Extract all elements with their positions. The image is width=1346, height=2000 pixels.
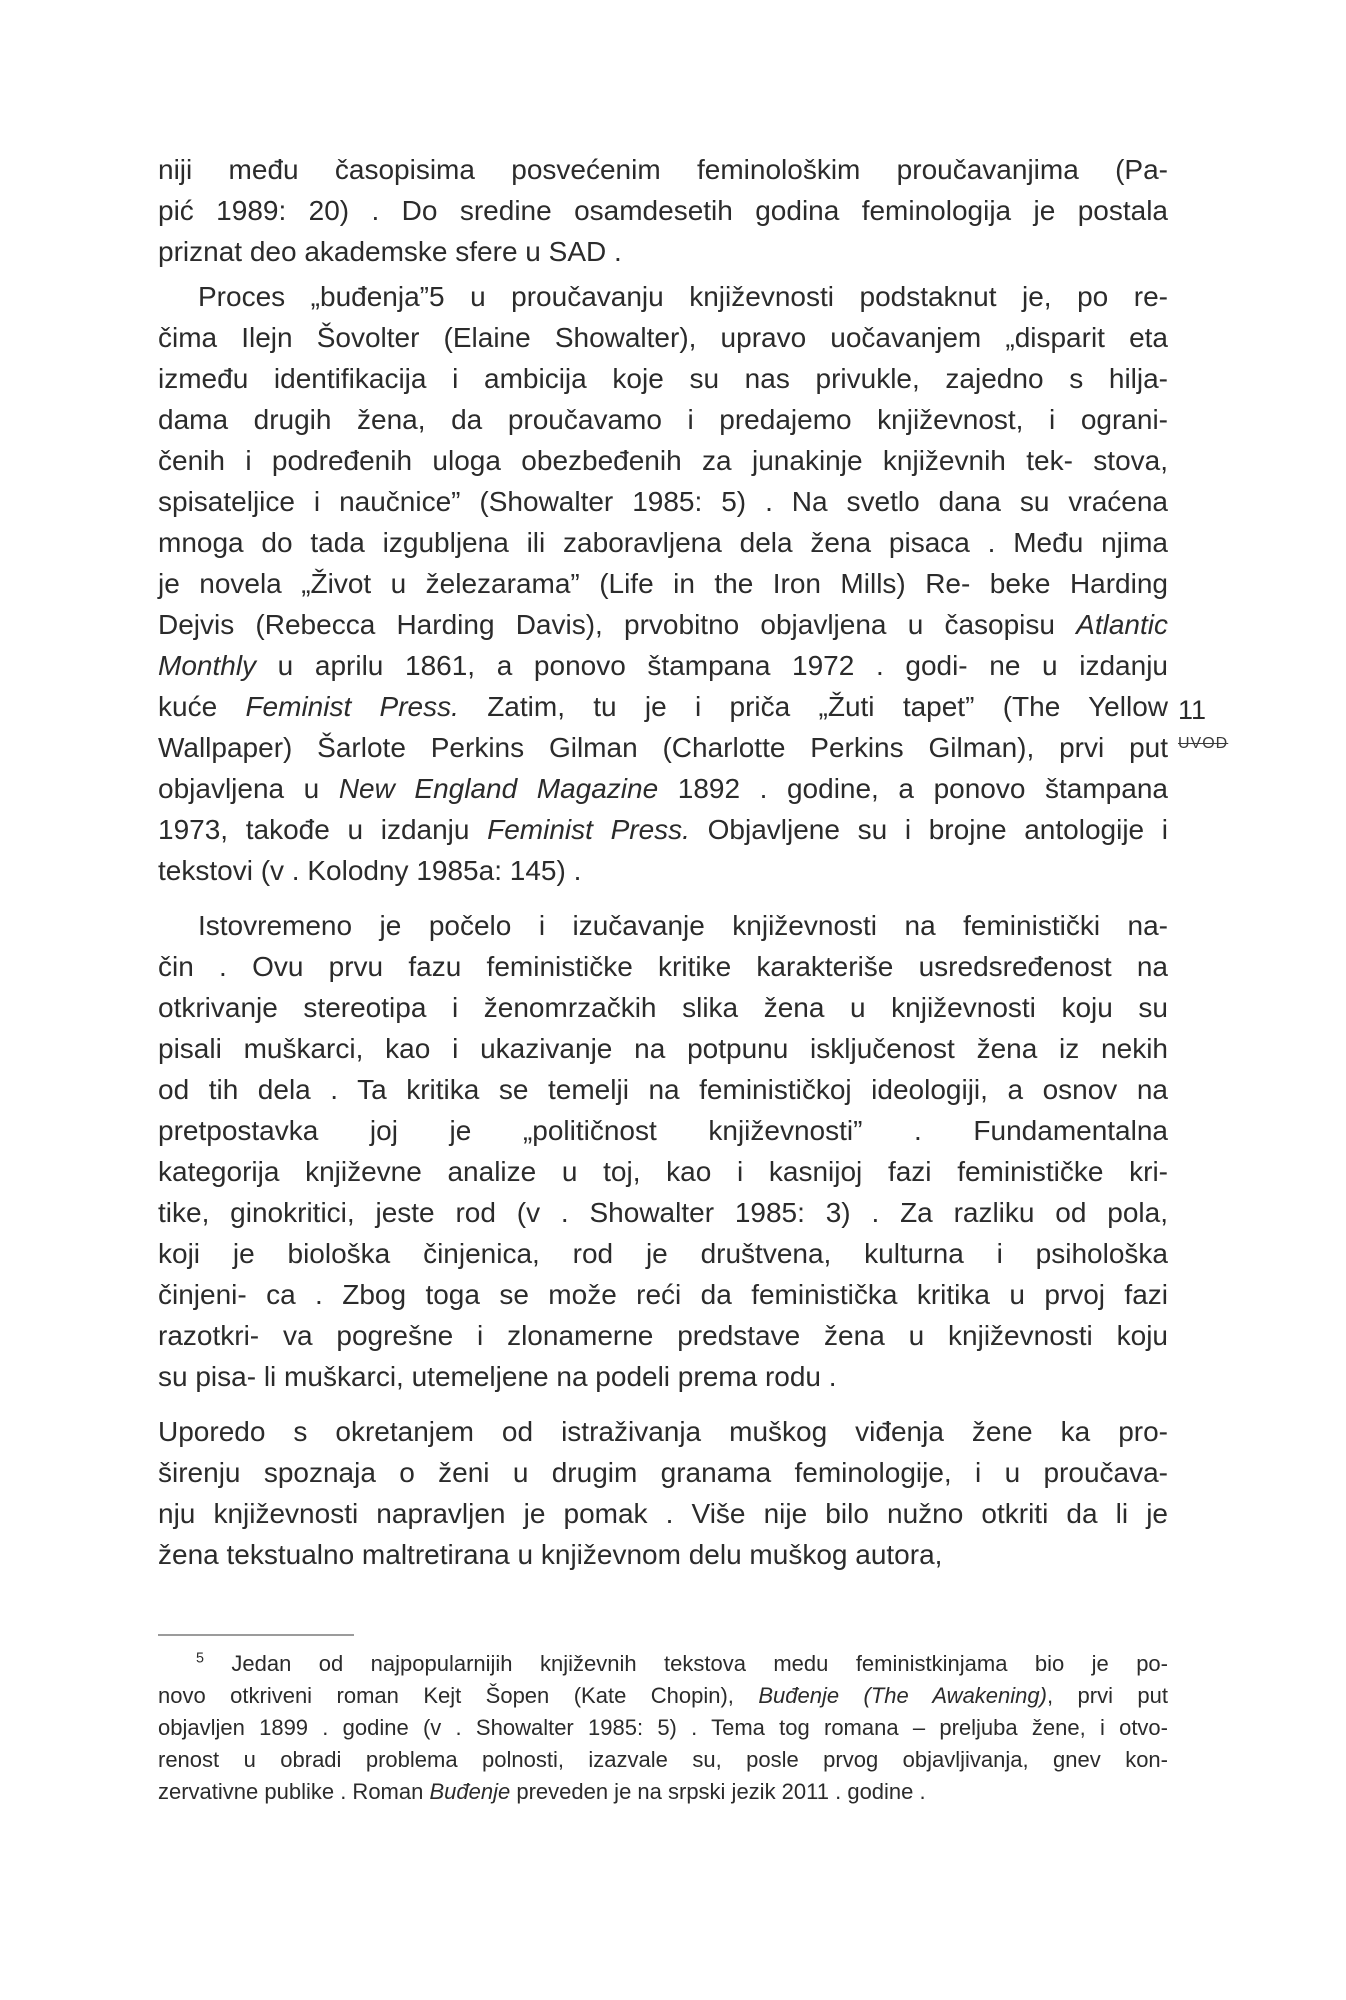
text-line [158,1192,1168,1233]
text-line [158,987,1168,1028]
text-line [158,1274,1168,1315]
text-segment: koji je biološka činjenica, rod je društvena, kulturna i psihološka [158,1238,1168,1269]
text-line [158,440,1168,481]
text-segment: preveden je na srpski jezik 2011 . godine . [510,1779,926,1804]
text-segment: Atlantic [1076,609,1168,640]
text-line [158,149,1168,190]
text-segment: nju književnosti napravljen je pomak . Više nije bilo nužno otkriti da li je [158,1498,1168,1529]
text-line [158,686,1168,727]
text-segment: u aprilu 1861, a ponovo štampana 1972 . godi- ne u izdanju [256,650,1168,681]
text-segment: pretpostavka joj je „političnost književnosti” . Fundamentalna [158,1115,1168,1146]
text-segment: razotkri- va pogrešne i zlonamerne predstave žena u književnosti koju [158,1320,1168,1351]
text-segment: čin . Ovu prvu fazu feminističke kritike karakteriše usredsređenost na [158,951,1168,982]
text-line [158,1493,1168,1534]
text-line [158,946,1168,987]
text-segment: Wallpaper) Šarlote Perkins Gilman (Charlotte Perkins Gilman), prvi put [158,732,1168,763]
text-line [158,1233,1168,1274]
text-segment: kategorija književne analize u toj, kao i kasnijoj fazi feminističke kri- [158,1156,1168,1187]
text-segment: Feminist Press. [487,814,690,845]
text-segment: Zatim, tu je i priča „Žuti tapet” (The Yellow [458,691,1168,722]
text-segment: Proces „buđenja”5 u proučavanju književnosti podstaknut je, po re- [198,281,1168,312]
text-segment: je novela „Život u železarama” (Life in the Iron Mills) Re- beke Harding [158,568,1168,599]
text-segment: Feminist Press. [245,691,459,722]
text-segment: Dejvis (Rebecca Harding Davis), prvobitno objavljena u časopisu [158,609,1077,640]
paragraph [158,1411,1168,1575]
text-line [158,1452,1168,1493]
page-number: 11 [1178,695,1207,725]
text-line [158,1712,1168,1744]
text-segment: žena tekstualno maltretirana u književnom delu muškog autora, [158,1539,943,1570]
text-line [158,481,1168,522]
text-segment: otkrivanje stereotipa i ženomrzačkih slika žena u književnosti koju su [158,992,1168,1023]
text-line [158,1411,1168,1452]
text-segment: spisateljice i naučnice” (Showalter 1985: 5) . Na svetlo dana su vraćena [158,486,1168,517]
text-line [158,563,1168,604]
text-line [158,231,1168,272]
body-text [158,149,1168,1575]
text-segment: od tih dela . Ta kritika se temelji na feminističkoj ideologiji, a osnov na [158,1074,1168,1105]
text-line [158,727,1168,768]
text-segment: činjeni- ca . Zbog toga se može reći da feministička kritika u prvoj fazi [158,1279,1168,1310]
text-segment: čenih i podređenih uloga obezbeđenih za junakinje književnih tek- stova, [158,445,1168,476]
text-segment: 1892 . godine, a ponovo štampana [658,773,1168,804]
text-segment: su pisa- li muškarci, utemeljene na podeli prema rodu . [158,1361,837,1392]
text-segment: dama drugih žena, da proučavamo i predajemo književnost, i ograni- [158,404,1168,435]
text-segment: renost u obradi problema polnosti, izazvale su, posle prvog objavljivanja, gnev kon- [158,1747,1168,1772]
text-line [158,1680,1168,1712]
text-line [158,317,1168,358]
text-segment: Buđenje [429,1779,511,1804]
text-line [158,768,1168,809]
text-line [158,276,1168,317]
text-line [158,190,1168,231]
text-segment: širenju spoznaja o ženi u drugim granama feminologije, i u proučava- [158,1457,1168,1488]
text-segment: tike, ginokritici, jeste rod (v . Showalter 1985: 3) . Za razliku od pola, [158,1197,1168,1228]
text-line [158,1110,1168,1151]
text-segment: Uporedo s okretanjem od istraživanja muškog viđenja žene ka pro- [158,1416,1168,1447]
text-line [158,1648,1168,1680]
text-segment: kuće [158,691,246,722]
text-segment: , prvi put [1046,1683,1168,1708]
text-segment: Monthly [158,650,257,681]
footnote-rule [158,1634,354,1636]
text-line [158,1534,1168,1575]
text-segment: Istovremeno je počelo i izučavanje književnosti na feministički na- [198,910,1168,941]
text-line [158,1356,1168,1397]
text-segment: čima Ilejn Šovolter (Elaine Showalter), upravo uočavanjem „disparit eta [158,322,1168,353]
text-segment: Buđenje (The Awakening) [758,1683,1047,1708]
text-line [158,905,1168,946]
text-line [158,1028,1168,1069]
text-line [158,1776,1168,1808]
text-segment: niji među časopisima posvećenim feminološkim proučavanjima (Pa- [158,154,1168,185]
text-segment: objavljena u [158,773,339,804]
text-line [158,522,1168,563]
text-line [158,604,1168,645]
footnote-marker: 5 [196,1650,204,1667]
text-line [158,399,1168,440]
text-segment: Objavljene su i brojne antologije i [689,814,1168,845]
paragraph [158,276,1168,891]
text-segment: Jedan od najpopularnijih književnih tekstova medu feministkinjama bio je po- [203,1651,1168,1676]
text-segment: između identifikacija i ambicija koje su nas privukle, zajedno s hilja- [158,363,1168,394]
text-segment: pisali muškarci, kao i ukazivanje na potpunu isključenost žena iz nekih [158,1033,1168,1064]
text-line [158,809,1168,850]
text-line [158,358,1168,399]
text-line [158,645,1168,686]
running-header: UVOD [1178,735,1229,752]
text-segment: zervativne publike . Roman [158,1779,430,1804]
text-line [158,1315,1168,1356]
paragraph [158,149,1168,272]
text-line [158,850,1168,891]
text-segment: pić 1989: 20) . Do sredine osamdesetih godina feminologija je postala [158,195,1168,226]
footnote-section [158,1634,1168,1808]
text-line [158,1744,1168,1776]
margin-note [1178,695,1228,753]
text-segment: novo otkriveni roman Kejt Šopen (Kate Chopin), [158,1683,759,1708]
footnote-lines [158,1648,1168,1808]
paragraph [158,905,1168,1397]
text-segment: objavljen 1899 . godine (v . Showalter 1985: 5) . Tema tog romana – preljuba žene, i otvo- [158,1715,1168,1740]
text-segment: New England Magazine [338,773,659,804]
text-segment: mnoga do tada izgubljena ili zaboravljena dela žena pisaca . Među njima [158,527,1168,558]
text-segment: priznat deo akademske sfere u SAD . [158,236,622,267]
text-segment: 1973, takođe u izdanju [158,814,488,845]
text-segment: tekstovi (v . Kolodny 1985a: 145) . [158,855,582,886]
text-line [158,1151,1168,1192]
text-line [158,1069,1168,1110]
